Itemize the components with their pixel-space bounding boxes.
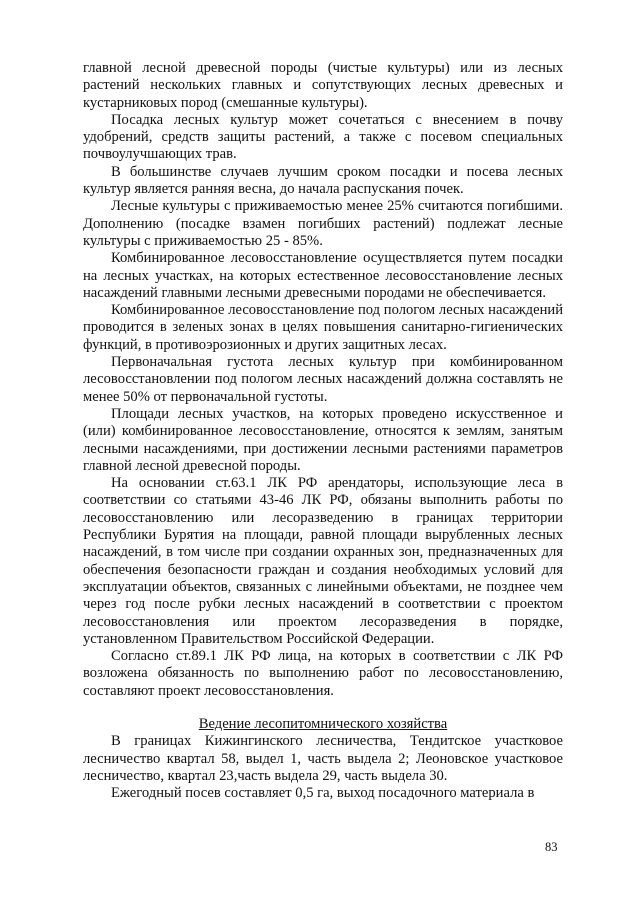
paragraph: На основании ст.63.1 ЛК РФ арендаторы, использующие леса в соответствии со статьями 43-46 ЛК РФ, обязаны выполнить работы по лесовосстановлению или лесоразведению в границах территории Республики Бурятия на площади, равной площади вырубленных лесных насаждений, в том числе при создании охранных зон, предназначенных для обеспечения безопасности граждан и создания необходимых условий для эксплуатации объектов, связанных с линейными объектами, не позднее чем через год после рубки лесных насаждений в соответствии с проектом лесовосстановления или проектом лесоразведения в порядке, установленном Правительством Российской Федерации. (83, 475, 563, 647)
paragraph: Комбинированное лесовосстановление осуществляется путем посадки на лесных участках, на которых естественное лесовосстановление лесных насаждений главными лесными древесными породами не обеспечивается. (83, 250, 563, 301)
section-heading-row (83, 716, 563, 733)
paragraph: В границах Кижингинского лесничества, Тендитское участковое лесничество квартал 58, выдел 1, часть выдела 2; Леоновское участковое лесничество, квартал 23,часть выдела 29, часть выдела 30. (83, 733, 563, 784)
paragraph: Комбинированное лесовосстановление под пологом лесных насаждений проводится в зеленых зонах в целях повышения санитарно-гигиенических функций, в противоэрозионных и других защитных лесах. (83, 302, 563, 353)
paragraph: В большинстве случаев лучшим сроком посадки и посева лесных культур является ранняя весна, до начала распускания почек. (83, 163, 563, 198)
paragraph: Площади лесных участков, на которых проведено искусственное и (или) комбинированное лесовосстановление, относятся к землям, занятым лесными насаждениями, при достижении лесными растениями параметров главной лесной древесной породы. (83, 405, 563, 474)
paragraph: Лесные культуры с приживаемостью менее 25% считаются погибшими. Дополнению (посадке взамен погибших растений) подлежат лесные культуры с приживаемостью 25 - 85%. (83, 198, 563, 249)
section-heading: Ведение лесопитомнического хозяйства (198, 715, 448, 732)
paragraph: Посадка лесных культур может сочетаться с внесением в почву удобрений, средств защиты растений, а также с посевом специальных почвоулучшающих трав. (83, 111, 563, 163)
paragraph: Первоначальная густота лесных культур при комбинированном лесовосстановлении под пологом лесных насаждений должна составлять не менее 50% от первоначальной густоты. (83, 354, 563, 405)
page-body (83, 60, 563, 802)
page-number: 83 (545, 840, 558, 854)
paragraph: главной лесной древесной породы (чистые культуры) или из лесных растений нескольких главных и сопутствующих лесных древесных и кустарниковых пород (смешанные культуры). (83, 60, 563, 111)
paragraph: Согласно ст.89.1 ЛК РФ лица, на которых в соответствии с ЛК РФ возложена обязанность по выполнению работ по лесовосстановлению, составляют проект лесовосстановления. (83, 648, 563, 699)
paragraph: Ежегодный посев составляет 0,5 га, выход посадочного материала в (111, 785, 535, 802)
